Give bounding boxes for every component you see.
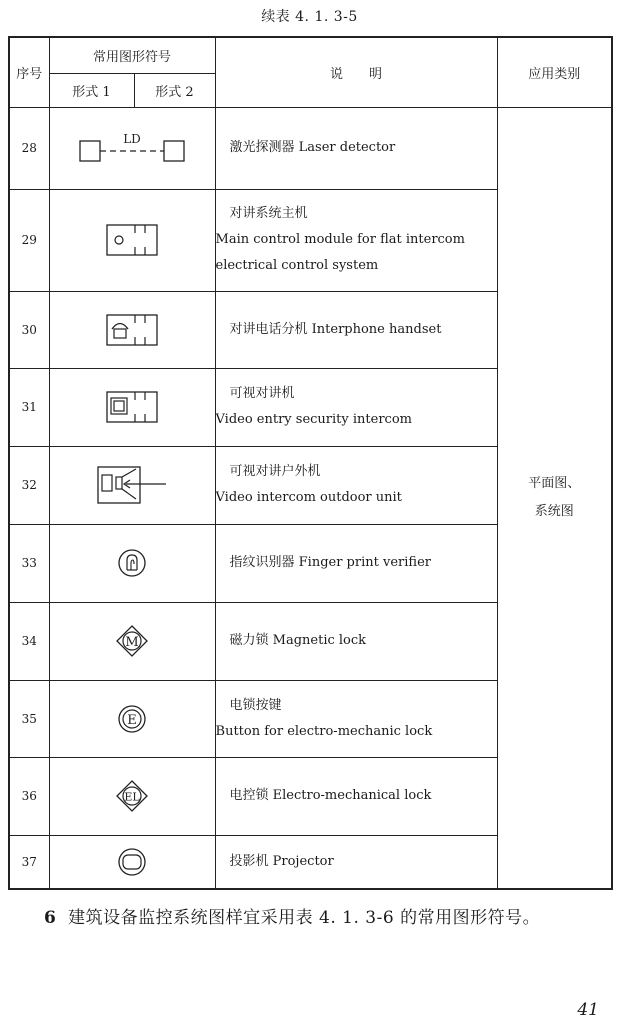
row-seq: 28 [9, 107, 49, 189]
desc-line: 对讲电话分机 Interphone handset [229, 321, 442, 337]
desc-line: 可视对讲机 [229, 386, 295, 401]
row-seq: 32 [9, 446, 49, 524]
desc-line: 可视对讲户外机 [229, 464, 321, 479]
row-symbol [49, 757, 215, 835]
paragraph-number: 6 [44, 908, 57, 928]
row-description [215, 107, 497, 189]
header-description: 说 明 [215, 37, 497, 107]
interphone-handset-icon [102, 310, 162, 350]
row-description [215, 757, 497, 835]
row-description [215, 368, 497, 446]
category-line2: 系统图 [534, 503, 574, 519]
desc-line: 磁力锁 Magnetic lock [229, 633, 367, 648]
paragraph-text: 建筑设备监控系统图样宜采用表 4. 1. 3-6 的常用图形符号。 [68, 908, 541, 928]
row-seq: 36 [9, 757, 49, 835]
row-seq: 35 [9, 680, 49, 757]
magnetic-lock-label: M [125, 635, 139, 650]
header-seq: 序号 [9, 37, 49, 107]
row-description [215, 291, 497, 368]
row-symbol [49, 368, 215, 446]
row-description [215, 446, 497, 524]
row-symbol [49, 835, 215, 889]
row-symbol [49, 291, 215, 368]
row-seq: 34 [9, 602, 49, 680]
desc-line: 指纹识别器 Finger print verifier [229, 555, 431, 570]
row-seq: 30 [9, 291, 49, 368]
row-seq: 29 [9, 189, 49, 291]
video-intercom-outdoor-icon [94, 463, 170, 507]
row-symbol [49, 524, 215, 602]
page-number: 41 [577, 1000, 599, 1020]
header-form2: 形式 2 [134, 73, 215, 107]
symbol-table [8, 36, 613, 890]
header-form1: 形式 1 [49, 73, 134, 107]
desc-line: 投影机 Projector [229, 853, 334, 869]
desc-line: Main control module for flat intercom [215, 232, 465, 247]
desc-line: 激光探测器 Laser detector [229, 140, 396, 155]
row-seq: 33 [9, 524, 49, 602]
row-seq: 31 [9, 368, 49, 446]
desc-line: electrical control system [215, 258, 379, 273]
projector-icon [112, 842, 152, 882]
body-paragraph [8, 904, 612, 932]
category-cell [497, 107, 612, 889]
row-description [215, 189, 497, 291]
table-caption: 续表 4. 1. 3-5 [261, 9, 358, 25]
laser-detector-label: LD [123, 132, 141, 146]
row-symbol [49, 189, 215, 291]
row-description [215, 524, 497, 602]
video-intercom-icon [102, 387, 162, 427]
magnetic-lock-icon [112, 621, 152, 661]
desc-line: Button for electro-mechanic lock [215, 723, 433, 739]
desc-line: 电锁按键 [229, 697, 282, 713]
header-symbol-group: 常用图形符号 [49, 37, 215, 73]
intercom-main-control-icon [102, 220, 162, 260]
desc-line: Video entry security intercom [215, 412, 412, 427]
desc-line: 电控锁 Electro-mechanical lock [229, 788, 432, 803]
desc-line: Video intercom outdoor unit [215, 490, 402, 505]
laser-detector-icon [72, 128, 192, 168]
row-symbol [49, 446, 215, 524]
row-symbol [49, 602, 215, 680]
electro-mechanical-lock-label: EL [124, 790, 140, 804]
row-description [215, 835, 497, 889]
table-row [9, 107, 612, 189]
electro-lock-button-icon [112, 699, 152, 739]
category-line1: 平面图、 [528, 475, 581, 491]
row-symbol [49, 107, 215, 189]
row-description [215, 602, 497, 680]
row-symbol [49, 680, 215, 757]
row-seq: 37 [9, 835, 49, 889]
electro-mechanical-lock-icon [112, 776, 152, 816]
row-description [215, 680, 497, 757]
electro-lock-button-label: E [127, 712, 137, 728]
header-category: 应用类别 [497, 37, 612, 107]
fingerprint-verifier-icon [112, 543, 152, 583]
desc-line: 对讲系统主机 [229, 206, 308, 221]
